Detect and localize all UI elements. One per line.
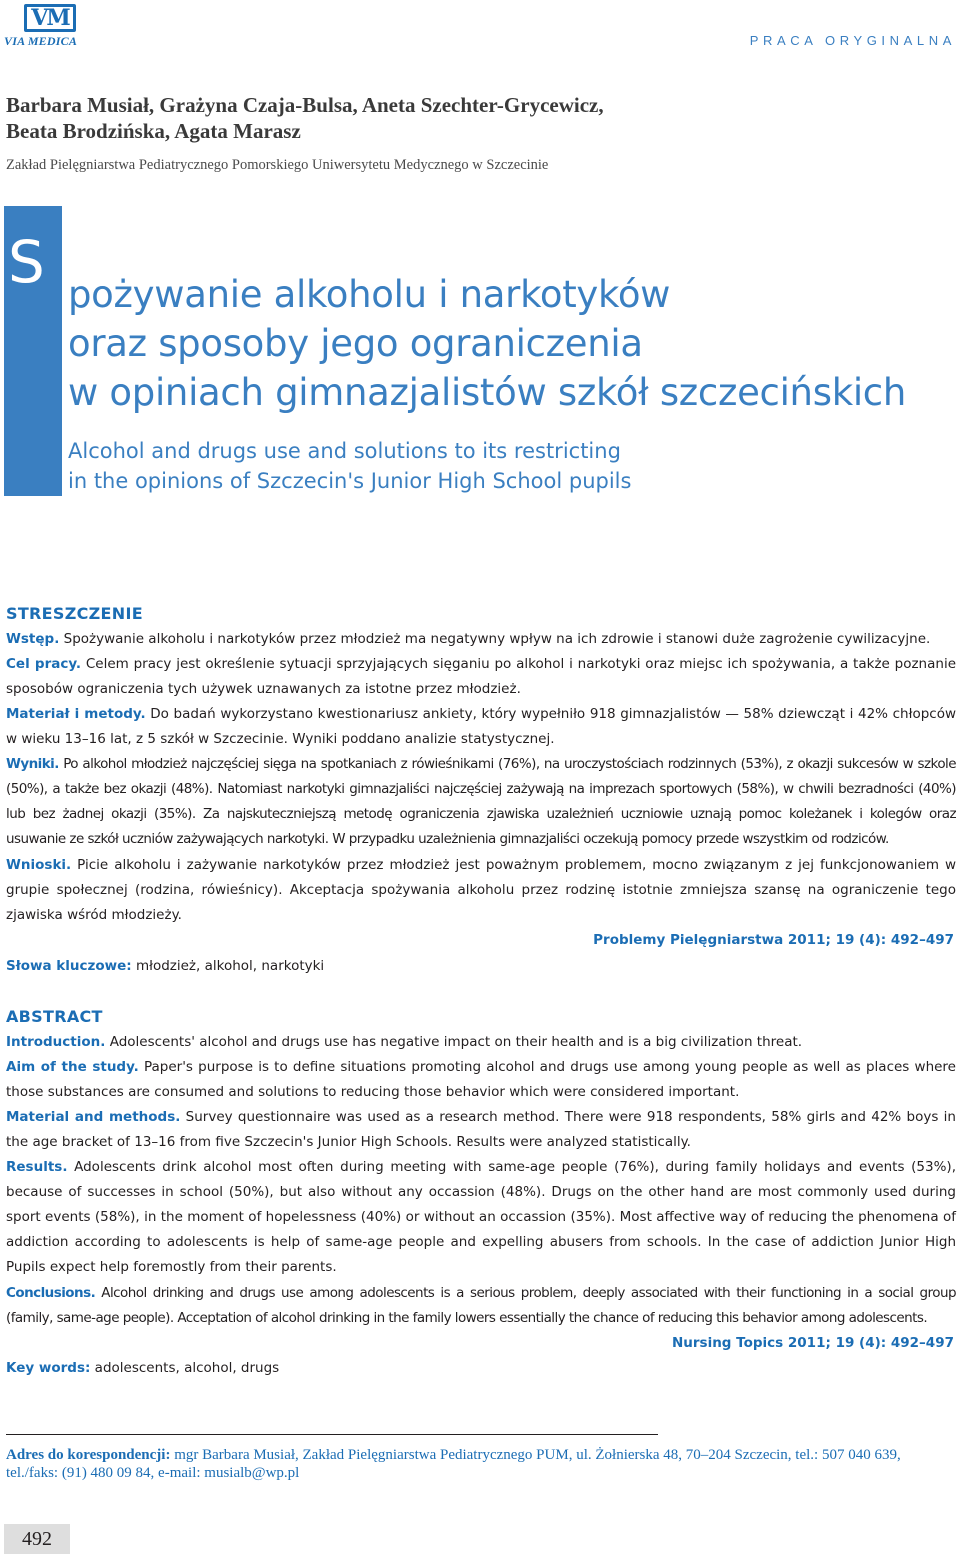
methods-text: Survey questionnaire was used as a research method. There were 918 respondents, 58% girls and 42% boys in the age bracket of 13–16 from five Szczecin's Junior High Schools. Results were analyzed statistically. (6, 1109, 956, 1150)
correspondence-text: mgr Barbara Musiał, Zakład Pielęgniarstwa Pediatrycznego PUM, ul. Żołnierska 48, 70–204 Szczecin, tel.: 507 040 639, tel./faks: (91) 480 09 84, e-mail: musialb@wp.pl (6, 1447, 901, 1481)
methods-label: Material and methods. (6, 1109, 181, 1125)
cel-text: Celem pracy jest określenie sytuacji sprzyjających sięganiu po alkohol i narkotyki oraz miejsc ich spożywania, a także poznanie sposobów ograniczenia tych używek uznawanych za istotne przez młodzież. (6, 656, 956, 697)
results-text: Adolescents drink alcohol most often during meeting with same-age people (76%), during family holidays and events (53%), because of successes in school (50%), but also without any occassion (48%). Drugs on the other hand are most commonly used during sport events (58%), in the moment of hopelessness (40%) or without an occassion (35%). Most affective way of reducing the phenomena of addiction according to adolescents is help of same-age people and expelling abusers from schools. In the case of addiction Junior High Pupils expect help foremostly from their parents. (6, 1159, 956, 1275)
wyniki-label: Wyniki. (6, 756, 59, 772)
footer-divider (6, 1434, 658, 1435)
abstract-results (6, 1155, 956, 1280)
abstract-introduction (6, 1030, 956, 1055)
intro-text: Adolescents' alcohol and drugs use has negative impact on their health and is a big civilization threat. (105, 1034, 803, 1050)
page-number: 492 (4, 1524, 70, 1554)
streszczenie-cel (6, 652, 956, 702)
keywords-en-text: adolescents, alcohol, drugs (90, 1360, 280, 1376)
authors (6, 92, 906, 144)
streszczenie-citation: Problemy Pielęgniarstwa 2011; 19 (4): 492–497 (593, 932, 954, 948)
keywords-pl-text: młodzież, alkohol, narkotyki (131, 958, 325, 974)
publisher-logo (4, 4, 96, 46)
streszczenie-material (6, 702, 956, 752)
aim-text: Paper's purpose is to define situations promoting alcohol and drugs use among young people as well as places where those substances are consumed and solutions to reducing those behavior which were considered important. (6, 1059, 956, 1100)
results-label: Results. (6, 1159, 68, 1175)
correspondence-label: Adres do korespondencji: (6, 1447, 171, 1463)
title-en-line-2: in the opinions of Szczecin's Junior High School pupils (68, 469, 632, 493)
title-pl-line-2: oraz sposoby jego ograniczenia (68, 322, 643, 365)
authors-line-1: Barbara Musiał, Grażyna Czaja-Bulsa, Aneta Szechter-Grycewicz, (6, 93, 604, 117)
cel-label: Cel pracy. (6, 656, 82, 672)
abstract-methods (6, 1105, 956, 1155)
material-text: Do badań wykorzystano kwestionariusz ankiety, który wypełniło 918 gimnazjalistów — 58% dziewcząt i 42% chłopców w wieku 13–16 lat, z 5 szkół w Szczecinie. Wyniki poddano analizie statystycznej. (6, 706, 956, 747)
material-label: Materiał i metody. (6, 706, 146, 722)
streszczenie-heading: STRESZCZENIE (6, 604, 143, 623)
keywords-en-label: Key words: (6, 1360, 91, 1376)
title-pl-line-3: w opiniach gimnazjalistów szkół szczecińskich (68, 371, 906, 414)
streszczenie-wyniki (6, 752, 956, 852)
streszczenie-wnioski (6, 853, 956, 928)
wnioski-text: Picie alkoholu i zażywanie narkotyków przez młodzież jest poważnym problemem, mocno związanym z jej funkcjonowaniem w grupie społecznej (rodzina, rówieśnicy). Akceptacja spożywania alkoholu przez rodzinę istotnie zmniejsza szansę na ograniczenie tego zjawiska wśród młodzieży. (6, 857, 956, 923)
authors-line-2: Beata Brodzińska, Agata Marasz (6, 119, 301, 143)
wnioski-label: Wnioski. (6, 857, 72, 873)
logo-text: VIA MEDICA (4, 34, 78, 48)
streszczenie-keywords (6, 958, 324, 974)
abstract-keywords (6, 1360, 279, 1376)
title-initial: S (8, 228, 45, 296)
aim-label: Aim of the study. (6, 1059, 139, 1075)
abstract-citation: Nursing Topics 2011; 19 (4): 492–497 (671, 1335, 954, 1351)
wstep-text: Spożywanie alkoholu i narkotyków przez młodzież ma negatywny wpływ na ich zdrowie i stanowi duże zagrożenie cywilizacyjne. (59, 631, 931, 647)
affiliation: Zakład Pielęgniarstwa Pediatrycznego Pomorskiego Uniwersytetu Medycznego w Szczecinie (6, 157, 549, 173)
wyniki-text: Po alkohol młodzież najczęściej sięga na spotkaniach z rówieśnikami (76%), na uroczystościach rodzinnych (53%), z okazji sukcesów w szkole (50%), a także bez okazji (48%). Natomiast narkotyki gimnazjaliści najczęściej zażywają na imprezach sportowych (58%), w chwili bezradności (40%) lub bez żadnej okazji (35%). Za najskuteczniejszą metodę ograniczenia zjawiska uzależnień uczniowie uznają pomoc koleżanek i kolegów oraz usuwanie ze szkół uczniów zażywających narkotyki. W przypadku uzależnienia gimnazjaliści oczekują pomocy przede wszystkim od rodziców. (6, 756, 956, 847)
correspondence-address (6, 1446, 956, 1482)
conclusions-label: Conclusions. (6, 1285, 96, 1301)
keywords-pl-label: Słowa kluczowe: (6, 958, 132, 974)
title-english (68, 436, 948, 496)
streszczenie-wstep (6, 627, 956, 652)
abstract-aim (6, 1055, 956, 1105)
abstract-conclusions (6, 1281, 956, 1331)
logo-mark: VM (24, 4, 76, 32)
abstract-heading: ABSTRACT (6, 1007, 103, 1026)
title-polish (68, 270, 948, 417)
conclusions-text: Alcohol drinking and drugs use among adolescents is a serious problem, deeply associated with their functioning in a social group (family, same-age people). Acceptation of alcohol drinking in the family lowers essentially the chance of reducing this behavior among adolescents. (6, 1285, 956, 1326)
title-en-line-1: Alcohol and drugs use and solutions to its restricting (68, 439, 621, 463)
section-label: PRACA ORYGINALNA (749, 33, 956, 48)
title-pl-line-1: pożywanie alkoholu i narkotyków (68, 273, 671, 316)
wstep-label: Wstęp. (6, 631, 60, 647)
intro-label: Introduction. (6, 1034, 106, 1050)
